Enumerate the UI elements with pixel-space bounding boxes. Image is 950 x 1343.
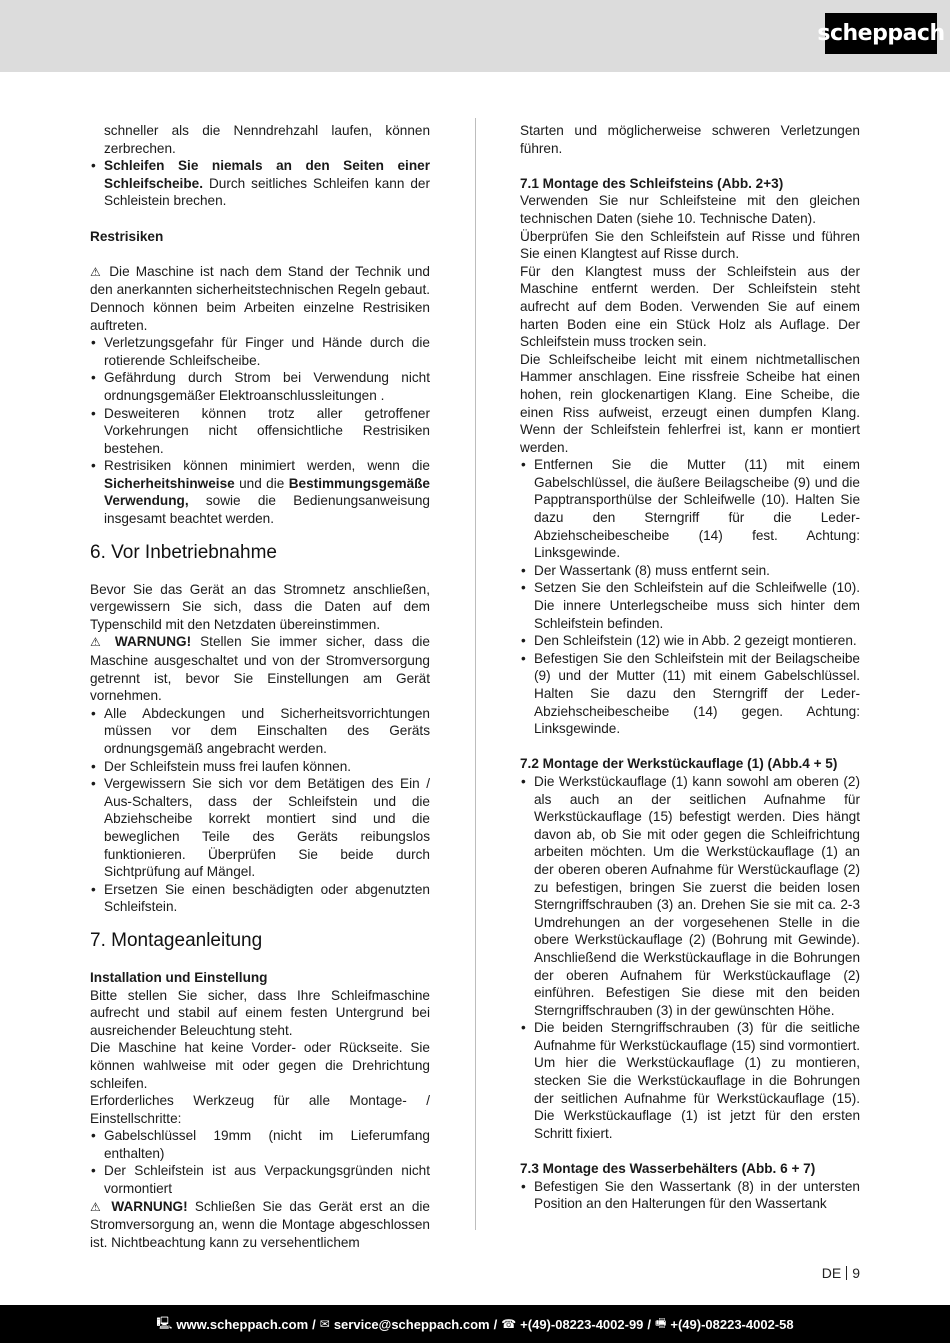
fax-icon: 🖷 [655, 1315, 667, 1330]
bullet-item [520, 632, 860, 650]
text-run: Setzen Sie den Schleifstein auf die Schleifwelle (10). Die innere Unterlegscheibe muss sich hinter dem Schleifstein befinden. [534, 580, 860, 631]
right-column [520, 122, 860, 1213]
subsection-heading [90, 228, 430, 246]
bullet-item [520, 579, 860, 632]
bullet-item [90, 758, 430, 776]
text-run: Schließen Sie das Gerät erst an die Stromversorgung an, wenn die Montage abgeschlossen ist. Nichtbeachtung kann zu versehentlichem [90, 1198, 430, 1250]
text-run: Für den Klangtest muss der Schleifstein aus der Maschine entfernt werden. Der Schleifstein steht aufrecht auf dem Boden. Verwenden Sie auf einem harten Boden eine ein Stück Holz als Auflage. Der Schleifstein muss trocken sein. [520, 263, 860, 350]
bullet-item [90, 405, 430, 458]
paragraph [520, 228, 860, 263]
email-icon: ✉ [319, 1317, 330, 1331]
bold-text: WARNUNG! [114, 634, 192, 650]
bullet-item [90, 881, 430, 916]
text-run: Die Maschine hat keine Vorder- oder Rückseite. Sie können wahlweise mit oder gegen die Drehrichtung schleifen. [90, 1040, 430, 1091]
bullet-item [520, 650, 860, 738]
text-run: 7.1 Montage des Schleifsteins (Abb. 2+3) [520, 175, 784, 191]
paragraph [90, 987, 430, 1040]
text-run: 6. Vor Inbetriebnahme [90, 541, 277, 563]
paragraph [90, 1198, 430, 1252]
text-run: Starten und möglicherweise schweren Verletzungen führen. [520, 123, 860, 156]
text-run: Vergewissern Sie sich vor dem Betätigen des Ein / Aus-Schalters, dass der Schleifstein und die Abziehscheibe korrekt montiert sind und die beweglichen Teile des Geräts reibungslos funktionieren. Überprüfen Sie beide durch Sichtprüfung auf Mängel. [104, 776, 430, 880]
text-run: Installation und Einstellung [90, 969, 268, 985]
bullet-item [520, 773, 860, 1019]
text-run: Die Maschine ist nach dem Stand der Technik und den anerkannten sicherheitstechnischen Regeln gebaut. Dennoch können beim Arbeiten einzelne Restrisiken auftreten. [90, 263, 430, 333]
text-run: Gabelschlüssel 19mm (nicht im Lieferumfang enthalten) [104, 1128, 430, 1161]
bullet-item [90, 157, 430, 210]
text-run: 7.3 Montage des Wasserbehälters (Abb. 6 + 7) [520, 1161, 816, 1177]
text-run: Der Schleifstein muss frei laufen können. [104, 758, 352, 774]
paragraph [520, 192, 860, 227]
section-heading [90, 930, 430, 952]
bold-text: Schleifen Sie niemals an den Seiten einer Schleifscheibe. [104, 158, 430, 191]
text-run: Entfernen Sie die Mutter (11) mit einem Gabelschlüssel, die äußere Beilagscheibe (9) und die Papptransporthülse der Schleifwelle (10). Halten Sie dazu den Sterngriff für die Leder-Abziehscheibescheibe (14) fest. Achtung: Linksgewinde. [534, 457, 860, 561]
bullet-item [90, 705, 430, 758]
bullet-item [90, 457, 430, 527]
bullet-item [520, 562, 860, 580]
bullet-item [520, 456, 860, 562]
text-run: Der Schleifstein ist aus Verpackungsgründen nicht vormontiert [104, 1163, 430, 1197]
bold-text: WARNUNG! [111, 1198, 188, 1214]
column-divider [475, 118, 476, 1230]
text-run: 7.2 Montage der Werkstückauflage (1) (Abb.4 + 5) [520, 756, 838, 772]
text-run: Erforderliches Werkzeug für alle Montage- / Einstellschritte: [90, 1093, 430, 1126]
paragraph [90, 122, 430, 157]
text-run: schneller als die Nenndrehzahl laufen, können zerbrechen. [104, 123, 430, 156]
text-run: Bitte stellen Sie sicher, dass Ihre Schleifmaschine aufrecht und stabil auf einem festen Untergrund bei ausreichender Beleuchtung steht. [90, 987, 430, 1038]
paragraph [90, 581, 430, 634]
text-run: und die [234, 475, 289, 491]
page-divider [846, 1266, 847, 1280]
logo-text: scheppach [817, 21, 945, 46]
text-run: Befestigen Sie den Schleifstein mit der Beilagscheibe (9) und der Mutter (11) mit einem Gabelschlüssel. Halten Sie dazu den Sterngriff der Leder-Abziehscheibescheibe (14) gegen. Achtung: Linksgewinde. [534, 650, 860, 737]
paragraph [520, 263, 860, 351]
footer-fax: +(49)-08223-4002-58 [670, 1316, 794, 1332]
subsection-heading [520, 175, 860, 193]
bullet-item [90, 369, 430, 404]
text-run: Desweiteren können trotz aller getroffener Vorkehrungen nicht offensichtliche Restrisiken bestehen. [104, 405, 430, 456]
paragraph [520, 351, 860, 457]
warning-icon: ⚠ [90, 1199, 105, 1214]
page-number-value: 9 [852, 1265, 860, 1281]
bullet-item [520, 1178, 860, 1213]
paragraph [90, 1039, 430, 1092]
footer-separator: / [493, 1316, 498, 1332]
bold-text: Bestimmungsgemäße Verwendung, [104, 475, 430, 509]
text-run: Durch seitliches Schleifen kann der Schleistein brechen. [104, 175, 430, 209]
text-run: Ersetzen Sie einen beschädigten oder abgenutzten Schleifstein. [104, 881, 430, 915]
bullet-item [90, 775, 430, 881]
text-run: Die Schleifscheibe leicht mit einem nichtmetallischen Hammer anschlagen. Eine rissfreie Scheibe hat einen hohen, rein glockenartigen Klang. Eine Scheibe, die einen Riss aufweist, erzeugt einen dumpfen Klang. Wenn der Schleifstein fehlerfrei ist, kann er montiert werden. [520, 351, 860, 455]
text-run: Alle Abdeckungen und Sicherheitsvorrichtungen müssen vor dem Einschalten des Geräts ordnungsgemäß angebracht werden. [104, 705, 430, 756]
page-language: DE [821, 1265, 842, 1281]
text-run: Befestigen Sie den Wassertank (8) in der untersten Position an den Halterungen für den Wassertank [534, 1178, 860, 1212]
text-run: Die beiden Sterngriffschrauben (3) für die seitliche Aufnahme für Werkstückauflage (15) sind vormontiert. Um hier die Werkstückauflage (1) zu montieren, stecken Sie die Werkstückauflage in die Bohrungen der seitlichen Aufnahme für Werkstückauflage (15). Die Werkstückauflage (1) ist jetzt für den ersten Schritt fixiert. [534, 1020, 860, 1141]
subsection-heading [520, 755, 860, 773]
subsection-heading [90, 969, 430, 987]
page-number [822, 1265, 860, 1281]
header-band [0, 0, 950, 72]
warning-icon: ⚠ [90, 264, 104, 279]
footer-phone: +(49)-08223-4002-99 [520, 1316, 644, 1332]
bold-text: Sicherheitshinweise [104, 475, 235, 491]
footer-separator: / [647, 1316, 652, 1332]
scheppach-logo [817, 13, 945, 54]
computer-icon: 🖳 [156, 1315, 173, 1330]
text-run: Restrisiken [90, 228, 164, 244]
footer-bar [0, 1305, 950, 1343]
warning-icon: ⚠ [90, 635, 106, 650]
text-run: Überprüfen Sie den Schleifstein auf Risse und führen Sie einen Klangtest auf Risse durch. [520, 228, 860, 262]
text-run: 7. Montageanleitung [90, 929, 263, 951]
section-heading [90, 542, 430, 564]
left-column [90, 122, 430, 1251]
text-run: Verwenden Sie nur Schleifsteine mit den gleichen technischen Daten (siehe 10. Technische Daten). [520, 193, 860, 226]
text-run: Verletzungsgefahr für Finger und Hände durch die rotierende Schleifscheibe. [104, 335, 430, 368]
paragraph [520, 122, 860, 157]
bullet-item [90, 1127, 430, 1162]
subsection-heading [520, 1160, 860, 1178]
footer-website[interactable]: www.scheppach.com [176, 1316, 309, 1332]
text-run: Stellen Sie immer sicher, dass die Maschine ausgeschaltet und von der Stromversorgung getrennt ist, bevor Sie Einstellungen am Gerät vornehmen. [90, 634, 430, 704]
bullet-item [90, 334, 430, 369]
footer-separator: / [312, 1316, 316, 1332]
text-run: Bevor Sie das Gerät an das Stromnetz anschließen, vergewissern Sie sich, dass die Daten auf dem Typenschild mit den Netzdaten übereinstimmen. [90, 581, 430, 632]
footer-email[interactable]: service@scheppach.com [333, 1316, 490, 1332]
text-run: Gefährdung durch Strom bei Verwendung nicht ordnungsgemäßer Elektroanschlussleitungen . [104, 370, 430, 403]
paragraph [90, 263, 430, 334]
bullet-item [520, 1019, 860, 1142]
text-run: Der Wassertank (8) muss entfernt sein. [534, 562, 770, 578]
text-run: Restrisiken können minimiert werden, wenn die [104, 458, 430, 474]
text-run: Den Schleifstein (12) wie in Abb. 2 gezeigt montieren. [534, 633, 857, 649]
paragraph [90, 1092, 430, 1127]
text-run: sowie die Bedienungsanweisung insgesamt beachtet werden. [104, 493, 430, 527]
bullet-item [90, 1162, 430, 1197]
paragraph [90, 633, 430, 704]
text-run: Die Werkstückauflage (1) kann sowohl am oberen (2) als auch an der seitlichen Aufnahme für Werkstückauflage (15) befestigt werden. Dies hängt davon ab, ob Sie mit oder gegen die Schleifrichtung arbeiten möchten. Um die Werkstückauflage (1) an der oberen oberen Aufnahme für Werstückauflage (2) zu befestigen, bringen Sie zuerst die beiden losen Sterngriffschrauben (3) an. Drehen Sie sie mit ca. 2-3 Umdrehungen an der vorgesehenen Stelle in die obere Werkstückauflage (2) (Bohrung mit Gewinde). Anschließend die Werkstückauflage in die Bohrungen der oberen Aufnahem für Werkstückauflage (2) einführen. Befestigen Sie diese mit den beiden Sterngriffschrauben (3) in der gewünschten Höhe. [534, 773, 860, 1018]
phone-icon: ☎ [501, 1317, 517, 1331]
